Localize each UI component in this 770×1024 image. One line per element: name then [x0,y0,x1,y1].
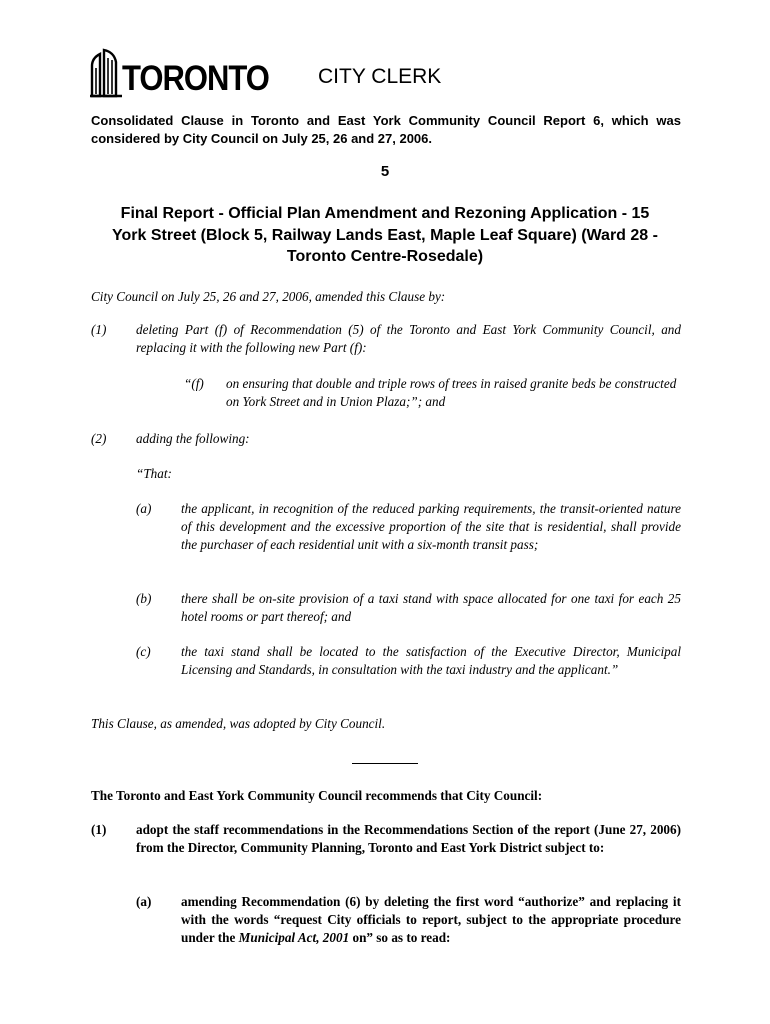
recommendation-sub-a-number: (a) [136,894,152,909]
amendment-sub-c-text: the taxi stand shall be located to the satisfaction of the Executive Director, Municipal Licensing and Standards, in consultation with the taxi industry and the applicant.” [181,644,681,677]
department-title: CITY CLERK [318,65,442,88]
toronto-logo [90,46,269,98]
recommendation-sub-a-text-before: amending Recommendation (6) by deleting the first word “authorize” and replacing it with the words “request City officials to report, subject to the appropriate procedure under the [181,894,681,945]
amendment-item2-text: adding the following: [136,431,250,446]
recommendation-sub-a-text-after: on” so as to read: [349,930,451,945]
amendment-sub-a-number: (a) [136,501,152,516]
amendment-that: “That: [136,466,172,481]
clause-title: Final Report - Official Plan Amendment and Rezoning Application - 15 York Street (Block 5, Railway Lands East, Maple Leaf Square) (Ward 28 - Toronto Centre-Rosedale) [112,205,658,265]
amendment-item1-number: (1) [91,322,107,337]
amendment-sub-c-number: (c) [136,644,151,659]
municipal-act-title: Municipal Act, 2001 [238,930,350,945]
amendment-item2-number: (2) [91,431,107,446]
city-hall-icon [90,46,124,98]
amendment-sub-b-number: (b) [136,591,152,606]
recommendation-item1-text: adopt the staff recommendations in the Recommendations Section of the report (June 27, 2006) from the Director, Community Planning, Toronto and East York District subject to: [136,822,681,855]
amendment-item1-sub-number: “(f) [184,376,204,391]
section-divider [352,763,418,764]
amendment-lead: City Council on July 25, 26 and 27, 2006, amended this Clause by: [91,289,446,304]
logo-wordmark: TORONTO [122,57,269,98]
recommendation-sub-a-text [181,893,681,947]
recommendation-lead: The Toronto and East York Community Council recommends that City Council: [91,788,543,803]
clause-number: 5 [380,163,390,180]
amendment-closing: This Clause, as amended, was adopted by City Council. [91,716,386,731]
amendment-item1-sub-text: on ensuring that double and triple rows of trees in raised granite beds be constructed on York Street and in Union Plaza;”; and [226,376,677,409]
intro-text: Consolidated Clause in Toronto and East York Community Council Report 6, which was considered by City Council on July 25, 26 and 27, 2006. [91,113,681,146]
amendment-sub-b-text: there shall be on-site provision of a taxi stand with space allocated for one taxi for each 25 hotel rooms or part thereof; and [181,591,681,624]
amendment-item1-text: deleting Part (f) of Recommendation (5) of the Toronto and East York Community Council, and replacing it with the following new Part (f): [136,322,681,355]
recommendation-item1-number: (1) [91,822,107,837]
amendment-sub-a-text: the applicant, in recognition of the reduced parking requirements, the transit-oriented nature of this development and the excessive proportion of the site that is residential, shall provide the purchaser of each residential unit with a six-month transit pass; [181,501,681,552]
